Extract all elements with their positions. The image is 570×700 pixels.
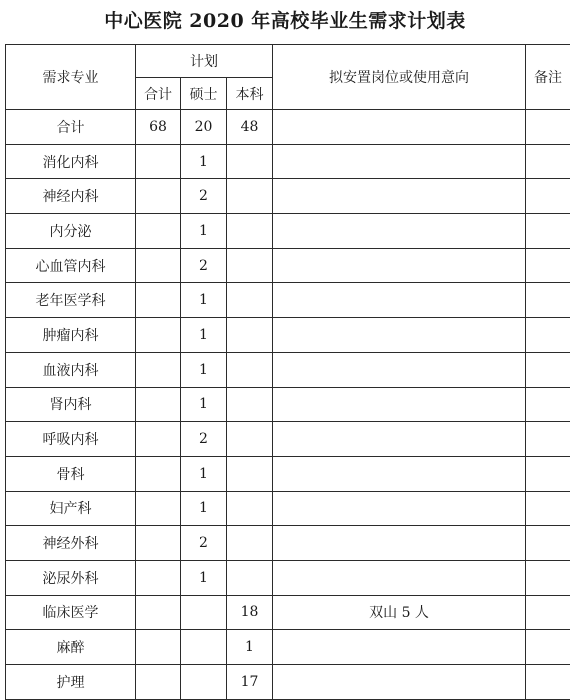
page-title: 中心医院 2020 年高校毕业生需求计划表 xyxy=(104,10,466,32)
cell-remark xyxy=(526,422,570,457)
header-master: 硕士 xyxy=(181,78,227,110)
cell-master xyxy=(181,595,227,630)
header-major: 需求专业 xyxy=(6,45,136,110)
cell-placement xyxy=(273,560,526,595)
cell-master: 2 xyxy=(181,179,227,214)
table-row xyxy=(6,422,570,457)
table-row xyxy=(6,665,570,700)
cell-total xyxy=(136,456,181,491)
cell-total: 68 xyxy=(136,110,181,145)
cell-total xyxy=(136,630,181,665)
cell-remark xyxy=(526,491,570,526)
cell-placement xyxy=(273,318,526,353)
table-row xyxy=(6,214,570,249)
table-row xyxy=(6,179,570,214)
cell-placement xyxy=(273,456,526,491)
cell-remark xyxy=(526,526,570,561)
cell-major: 消化内科 xyxy=(6,144,136,179)
cell-bachelor xyxy=(227,144,273,179)
cell-placement xyxy=(273,526,526,561)
table-row xyxy=(6,144,570,179)
cell-remark xyxy=(526,110,570,145)
table-row xyxy=(6,456,570,491)
header-row-1 xyxy=(6,45,570,78)
cell-bachelor xyxy=(227,214,273,249)
header-placement: 拟安置岗位或使用意向 xyxy=(273,45,526,110)
cell-remark xyxy=(526,248,570,283)
cell-major: 神经内科 xyxy=(6,179,136,214)
header-total: 合计 xyxy=(136,78,181,110)
cell-master: 1 xyxy=(181,352,227,387)
cell-master xyxy=(181,665,227,700)
cell-bachelor: 1 xyxy=(227,630,273,665)
cell-total xyxy=(136,179,181,214)
cell-total xyxy=(136,560,181,595)
cell-placement xyxy=(273,491,526,526)
cell-total xyxy=(136,665,181,700)
cell-placement xyxy=(273,283,526,318)
table-row xyxy=(6,110,570,145)
cell-placement xyxy=(273,665,526,700)
cell-placement xyxy=(273,110,526,145)
cell-total xyxy=(136,387,181,422)
header-bachelor: 本科 xyxy=(227,78,273,110)
cell-total xyxy=(136,318,181,353)
cell-bachelor xyxy=(227,248,273,283)
cell-bachelor xyxy=(227,318,273,353)
cell-major: 老年医学科 xyxy=(6,283,136,318)
cell-bachelor xyxy=(227,352,273,387)
cell-remark xyxy=(526,352,570,387)
cell-remark xyxy=(526,387,570,422)
cell-total xyxy=(136,283,181,318)
header-plan: 计划 xyxy=(136,45,273,78)
header-remark: 备注 xyxy=(526,45,570,110)
cell-bachelor xyxy=(227,526,273,561)
cell-placement xyxy=(273,422,526,457)
cell-remark xyxy=(526,595,570,630)
table-row xyxy=(6,560,570,595)
cell-bachelor: 17 xyxy=(227,665,273,700)
cell-major: 骨科 xyxy=(6,456,136,491)
cell-placement: 双山 5 人 xyxy=(273,595,526,630)
cell-remark xyxy=(526,630,570,665)
cell-master: 1 xyxy=(181,214,227,249)
table-row xyxy=(6,352,570,387)
cell-remark xyxy=(526,318,570,353)
cell-master: 1 xyxy=(181,283,227,318)
cell-placement xyxy=(273,248,526,283)
cell-master: 2 xyxy=(181,422,227,457)
cell-bachelor xyxy=(227,456,273,491)
cell-total xyxy=(136,248,181,283)
cell-major: 麻醉 xyxy=(6,630,136,665)
cell-remark xyxy=(526,144,570,179)
cell-master: 1 xyxy=(181,456,227,491)
table-row xyxy=(6,491,570,526)
cell-bachelor xyxy=(227,387,273,422)
cell-major: 妇产科 xyxy=(6,491,136,526)
cell-master: 1 xyxy=(181,387,227,422)
cell-bachelor xyxy=(227,283,273,318)
cell-placement xyxy=(273,214,526,249)
cell-master xyxy=(181,630,227,665)
demand-plan-table xyxy=(5,44,570,700)
cell-bachelor xyxy=(227,491,273,526)
cell-remark xyxy=(526,283,570,318)
table-body xyxy=(6,110,570,700)
cell-remark xyxy=(526,560,570,595)
cell-placement xyxy=(273,630,526,665)
cell-master: 1 xyxy=(181,560,227,595)
cell-major: 神经外科 xyxy=(6,526,136,561)
cell-master: 2 xyxy=(181,248,227,283)
cell-total xyxy=(136,214,181,249)
cell-bachelor xyxy=(227,179,273,214)
cell-master: 2 xyxy=(181,526,227,561)
cell-total xyxy=(136,491,181,526)
cell-master: 1 xyxy=(181,491,227,526)
cell-major: 内分泌 xyxy=(6,214,136,249)
table-row xyxy=(6,387,570,422)
cell-major: 血液内科 xyxy=(6,352,136,387)
cell-placement xyxy=(273,144,526,179)
cell-total xyxy=(136,595,181,630)
cell-total xyxy=(136,422,181,457)
cell-major: 泌尿外科 xyxy=(6,560,136,595)
cell-remark xyxy=(526,665,570,700)
cell-placement xyxy=(273,352,526,387)
cell-major: 护理 xyxy=(6,665,136,700)
cell-remark xyxy=(526,214,570,249)
cell-total xyxy=(136,526,181,561)
cell-bachelor xyxy=(227,560,273,595)
cell-total xyxy=(136,144,181,179)
table-row xyxy=(6,318,570,353)
cell-placement xyxy=(273,387,526,422)
cell-bachelor: 48 xyxy=(227,110,273,145)
cell-master: 1 xyxy=(181,144,227,179)
table-row xyxy=(6,595,570,630)
cell-major: 心血管内科 xyxy=(6,248,136,283)
cell-master: 1 xyxy=(181,318,227,353)
cell-placement xyxy=(273,179,526,214)
cell-master: 20 xyxy=(181,110,227,145)
cell-bachelor: 18 xyxy=(227,595,273,630)
cell-bachelor xyxy=(227,422,273,457)
cell-major: 合计 xyxy=(6,110,136,145)
cell-major: 肾内科 xyxy=(6,387,136,422)
cell-major: 呼吸内科 xyxy=(6,422,136,457)
table-row xyxy=(6,630,570,665)
cell-remark xyxy=(526,179,570,214)
table-row xyxy=(6,526,570,561)
cell-total xyxy=(136,352,181,387)
table-row xyxy=(6,248,570,283)
cell-major: 肿瘤内科 xyxy=(6,318,136,353)
cell-remark xyxy=(526,456,570,491)
cell-major: 临床医学 xyxy=(6,595,136,630)
table-row xyxy=(6,283,570,318)
